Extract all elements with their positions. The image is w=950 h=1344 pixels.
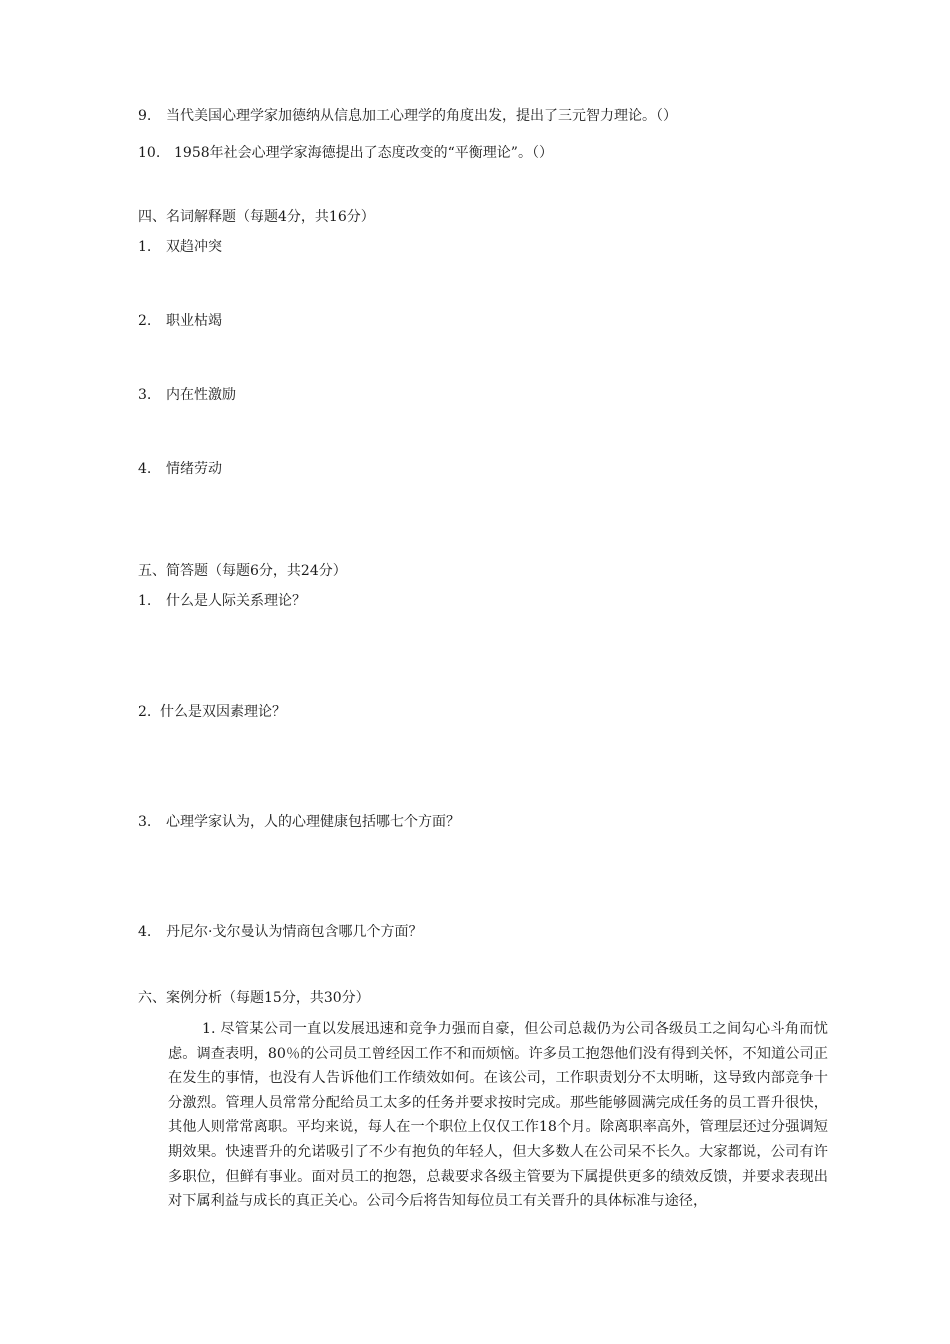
item-text: 什么是人际关系理论？ bbox=[166, 593, 306, 609]
item-number: 2. bbox=[138, 704, 152, 720]
judgment-item-9 bbox=[138, 106, 677, 126]
section4-item-4 bbox=[138, 459, 222, 479]
item-text: 内在性激励 bbox=[166, 387, 236, 403]
section4-heading: 四、名词解释题（每题4分，共16分） bbox=[138, 209, 375, 225]
section5-item-4 bbox=[138, 922, 422, 942]
item-number: 4. bbox=[138, 924, 152, 940]
section5-item-3 bbox=[138, 812, 460, 832]
section5-heading: 五、简答题（每题6分，共24分） bbox=[138, 563, 347, 579]
item-number: 10. bbox=[138, 145, 161, 161]
item-number: 1. bbox=[138, 239, 152, 255]
item-number: 4. bbox=[138, 461, 152, 477]
item-text: 当代美国心理学家加德纳从信息加工心理学的角度出发，提出了三元智力理论。（） bbox=[166, 108, 677, 124]
item-number: 3. bbox=[138, 387, 152, 403]
item-text: 心理学家认为，人的心理健康包括哪七个方面？ bbox=[166, 814, 460, 830]
item-text: 1958年社会心理学家海德提出了态度改变的“平衡理论”。（） bbox=[174, 145, 553, 161]
item-text: 情绪劳动 bbox=[166, 461, 222, 477]
item-text: 什么是双因素理论？ bbox=[160, 704, 286, 720]
section6-heading: 六、案例分析（每题15分，共30分） bbox=[138, 990, 370, 1006]
section4-item-3 bbox=[138, 385, 236, 405]
section5-item-1 bbox=[138, 591, 306, 611]
section4-item-1 bbox=[138, 237, 222, 257]
item-number: 9. bbox=[138, 108, 152, 124]
item-text: 丹尼尔·戈尔曼认为情商包含哪几个方面？ bbox=[166, 924, 423, 940]
judgment-item-10 bbox=[138, 143, 553, 163]
item-number: 2. bbox=[138, 313, 152, 329]
item-number: 3. bbox=[138, 814, 152, 830]
item-number: 1. bbox=[138, 593, 152, 609]
section4-item-2 bbox=[138, 311, 222, 331]
item-text: 职业枯竭 bbox=[166, 313, 222, 329]
case-analysis-paragraph-1: 1. 尽管某公司一直以发展迅速和竞争力强而自豪，但公司总裁仍为公司各级员工之间勾心斗角而忧虑。调查表明，80％的公司员工曾经因工作不和而烦恼。许多员工抱怨他们没有得到关怀，不知道公司正在发生的事情，也没有人告诉他们工作绩效如何。在该公司，工作职责划分不太明晰，这导致内部竞争十分激烈。管理人员常常分配给员工太多的任务并要求按时完成。那些能够圆满完成任务的员工晋升很快，其他人则常常离职。平均来说，每人在一个职位上仅仅工作18个月。除离职率高外，管理层还过分强调短期效果。快速晋升的允诺吸引了不少有抱负的年轻人，但大多数人在公司呆不长久。大家都说，公司有许多职位，但鲜有事业。面对员工的抱怨，总裁要求各级主管要为下属提供更多的绩效反馈，并要求表现出对下属利益与成长的真正关心。公司今后将告知每位员工有关晋升的具体标准与途径， bbox=[168, 1021, 828, 1210]
item-text: 双趋冲突 bbox=[166, 239, 222, 255]
section5-item-2 bbox=[138, 702, 286, 722]
